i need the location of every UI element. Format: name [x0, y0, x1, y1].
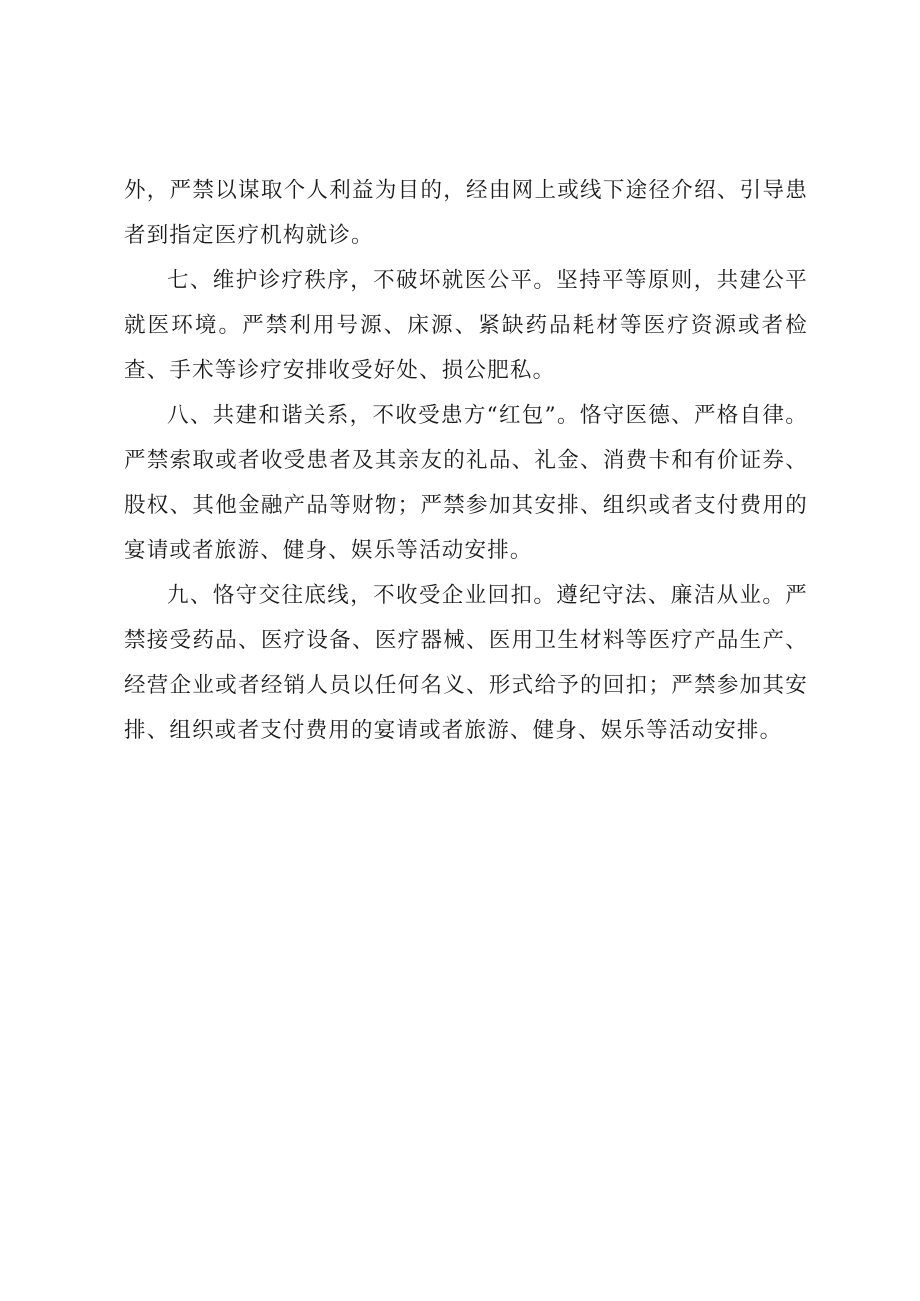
paragraph-nine: 九、恪守交往底线，不收受企业回扣。遵纪守法、廉洁从业。严禁接受药品、医疗设备、医疗器械、医用卫生材料等医疗产品生产、经营企业或者经销人员以任何名义、形式给予的回扣；严禁参加其安排、组织或者支付费用的宴请或者旅游、健身、娱乐等活动安排。	[124, 583, 808, 743]
paragraph-seven: 七、维护诊疗秩序，不破坏就医公平。坚持平等原则，共建公平就医环境。严禁利用号源、床源、紧缺药品耗材等医疗资源或者检查、手术等诊疗安排收受好处、损公肥私。	[124, 268, 808, 383]
document-body	[124, 168, 808, 753]
paragraph-eight: 八、共建和谐关系，不收受患方“红包”。恪守医德、严格自律。严禁索取或者收受患者及其亲友的礼品、礼金、消费卡和有价证券、股权、其他金融产品等财物；严禁参加其安排、组织或者支付费用的宴请或者旅游、健身、娱乐等活动安排。	[124, 403, 808, 563]
paragraph-continuation: 外，严禁以谋取个人利益为目的，经由网上或线下途径介绍、引导患者到指定医疗机构就诊。	[124, 178, 808, 248]
